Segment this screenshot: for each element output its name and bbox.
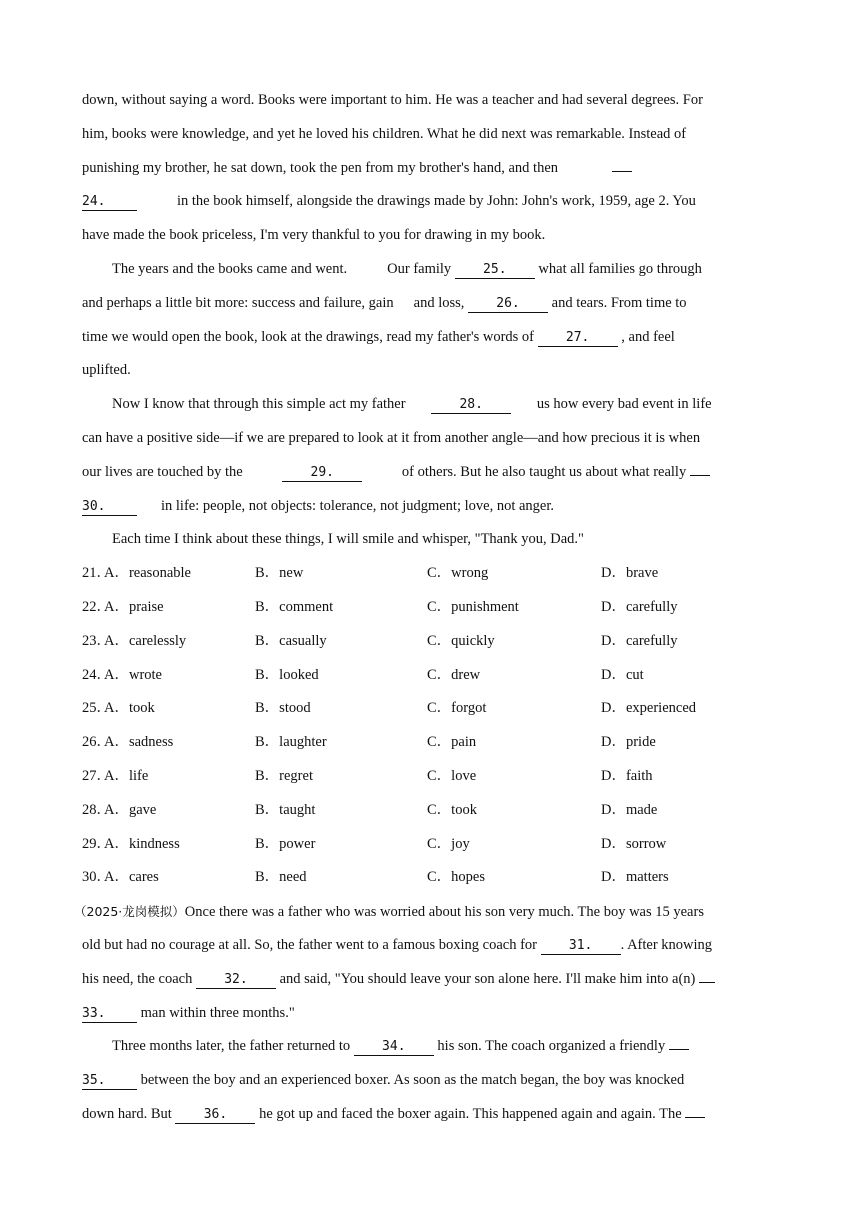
option-row-25	[82, 692, 782, 726]
text: what all families go through	[538, 260, 702, 277]
option-row-29	[82, 828, 782, 862]
question-number: 30．	[82, 869, 111, 886]
text-line	[82, 388, 782, 422]
text: his son. The coach organized a friendly	[437, 1038, 666, 1055]
blank-31[interactable]: 31.	[541, 938, 621, 955]
question-number: 25．	[82, 700, 111, 717]
question-number: 22．	[82, 598, 111, 615]
question-number: 23．	[82, 632, 111, 649]
text: have made the book priceless, I'm very thankful to you for drawing in my book.	[82, 227, 546, 244]
option-d[interactable]: D．matters	[601, 869, 669, 886]
option-row-30	[82, 861, 782, 895]
blank-35[interactable]: 35.	[82, 1073, 137, 1090]
text-line	[82, 219, 782, 253]
blank-stub	[685, 1101, 705, 1118]
text-line	[82, 84, 782, 118]
option-c[interactable]: C．drew	[427, 666, 481, 683]
text-line	[82, 1064, 782, 1098]
text-line	[82, 321, 782, 355]
option-a[interactable]: A．carelessly	[104, 632, 187, 649]
option-d[interactable]: D．made	[601, 801, 658, 818]
text-line	[82, 118, 782, 152]
text: him, books were knowledge, and yet he loved his children. What he did next was remarkable. Instead of	[82, 125, 687, 142]
text-line	[82, 490, 782, 524]
option-row-21	[82, 557, 782, 591]
option-c[interactable]: C．punishment	[427, 598, 519, 615]
option-a[interactable]: A．cares	[104, 869, 159, 886]
text: Three months later, the father returned to	[112, 1038, 351, 1055]
source-tag: （2025·龙岗模拟）	[74, 904, 185, 920]
option-c[interactable]: C．love	[427, 767, 477, 784]
text-line	[82, 523, 782, 557]
text: in the book himself, alongside the drawings made by John: John's work, 1959, age 2. You	[177, 193, 696, 210]
option-b[interactable]: B．need	[255, 869, 307, 886]
option-d[interactable]: D．brave	[601, 565, 659, 582]
text: can have a positive side—if we are prepared to look at it from another angle—and how precious it is when	[82, 429, 701, 446]
option-b[interactable]: B．stood	[255, 700, 311, 717]
option-c[interactable]: C．forgot	[427, 700, 487, 717]
question-number: 21．	[82, 565, 111, 582]
text: down, without saying a word. Books were important to him. He was a teacher and had several degrees. For	[82, 92, 703, 108]
blank-24[interactable]: 24.	[82, 194, 137, 211]
option-b[interactable]: B．power	[255, 835, 316, 852]
option-d[interactable]: D．sorrow	[601, 835, 667, 852]
text: his need, the coach	[82, 970, 193, 987]
text: and perhaps a little bit more: success and failure, gain	[82, 294, 394, 311]
text-line	[74, 895, 782, 929]
option-d[interactable]: D．pride	[601, 734, 656, 751]
blank-28[interactable]: 28.	[431, 397, 511, 414]
option-d[interactable]: D．experienced	[601, 700, 697, 717]
blank-36[interactable]: 36.	[175, 1107, 255, 1124]
option-d[interactable]: D．faith	[601, 767, 653, 784]
option-d[interactable]: D．carefully	[601, 632, 678, 649]
text: . After knowing	[620, 936, 713, 953]
option-c[interactable]: C．joy	[427, 835, 470, 852]
option-a[interactable]: A．reasonable	[104, 565, 191, 582]
blank-stub	[699, 966, 715, 983]
option-b[interactable]: B．laughter	[255, 734, 327, 751]
option-c[interactable]: C．wrong	[427, 565, 489, 582]
blank-33[interactable]: 33.	[82, 1006, 137, 1023]
option-b[interactable]: B．regret	[255, 767, 313, 784]
option-b[interactable]: B．comment	[255, 598, 334, 615]
text: he got up and faced the boxer again. This happened again and again. The	[259, 1105, 682, 1122]
blank-25[interactable]: 25.	[455, 262, 535, 279]
text: in life: people, not objects: tolerance, not judgment; love, not anger.	[161, 497, 555, 514]
options-list	[82, 557, 782, 895]
blank-30[interactable]: 30.	[82, 499, 137, 516]
question-number: 24．	[82, 666, 111, 683]
option-row-28	[82, 794, 782, 828]
text-line	[82, 1098, 782, 1132]
text: Now I know that through this simple act my father	[112, 396, 406, 413]
option-a[interactable]: A．life	[104, 767, 149, 784]
option-row-24	[82, 659, 782, 693]
text-line	[82, 929, 782, 963]
text-line	[82, 456, 782, 490]
blank-27[interactable]: 27.	[538, 330, 618, 347]
question-number: 26．	[82, 734, 111, 751]
option-c[interactable]: C．quickly	[427, 632, 495, 649]
option-a[interactable]: A．kindness	[104, 835, 180, 852]
blank-34[interactable]: 34.	[354, 1039, 434, 1056]
question-number: 27．	[82, 767, 111, 784]
option-row-27	[82, 760, 782, 794]
text-line	[82, 1030, 782, 1064]
text: our lives are touched by the	[82, 463, 243, 480]
text: man within three months."	[140, 1004, 295, 1021]
text: of others. But he also taught us about what really	[401, 463, 687, 480]
text-line	[82, 997, 782, 1031]
text-line	[82, 422, 782, 456]
option-a[interactable]: A．praise	[104, 598, 164, 615]
option-a[interactable]: A．took	[104, 700, 155, 717]
option-c[interactable]: C．took	[427, 801, 477, 818]
text: , and feel	[621, 328, 675, 345]
blank-stub	[690, 459, 710, 476]
option-a[interactable]: A．gave	[104, 801, 157, 818]
text: Our family	[387, 260, 452, 277]
text: down hard. But	[82, 1105, 172, 1122]
blank-32[interactable]: 32.	[196, 972, 276, 989]
text: Each time I think about these things, I will smile and whisper, "Thank you, Dad."	[112, 531, 584, 548]
option-b[interactable]: B．taught	[255, 801, 316, 818]
text: time we would open the book, look at the drawings, read my father's words of	[82, 328, 535, 345]
text-line	[82, 354, 782, 388]
blank-29[interactable]: 29.	[282, 465, 362, 482]
text-line	[82, 253, 782, 287]
text-line	[82, 963, 782, 997]
option-c[interactable]: C．pain	[427, 734, 477, 751]
text: us how every bad event in life	[536, 396, 712, 413]
document-page	[74, 84, 782, 1132]
option-b[interactable]: B．casually	[255, 632, 327, 649]
blank-stub	[612, 155, 632, 172]
option-row-22	[82, 591, 782, 625]
text-line	[82, 185, 782, 219]
option-a[interactable]: A．wrote	[104, 666, 162, 683]
option-d[interactable]: D．cut	[601, 666, 644, 683]
blank-stub	[669, 1033, 689, 1050]
text-line	[82, 287, 782, 321]
option-b[interactable]: B．looked	[255, 666, 319, 683]
option-c[interactable]: C．hopes	[427, 869, 485, 886]
text: and tears. From time to	[551, 294, 687, 311]
option-d[interactable]: D．carefully	[601, 598, 678, 615]
question-number: 29．	[82, 835, 111, 852]
option-a[interactable]: A．sadness	[104, 734, 174, 751]
text: and said, "You should leave your son alone here. I'll make him into a(n)	[279, 970, 696, 987]
option-b[interactable]: B．new	[255, 565, 304, 582]
text: and loss,	[413, 294, 465, 311]
text: punishing my brother, he sat down, took the pen from my brother's hand, and then	[82, 159, 559, 176]
question-number: 28．	[82, 801, 111, 818]
option-row-23	[82, 625, 782, 659]
text: Once there was a father who was worried about his son very much. The boy was 15 years	[184, 904, 704, 921]
text: The years and the books came and went.	[112, 260, 348, 277]
text: old but had no courage at all. So, the father went to a famous boxing coach for	[82, 936, 538, 953]
text: uplifted.	[82, 362, 131, 379]
blank-26[interactable]: 26.	[468, 296, 548, 313]
text: between the boy and an experienced boxer. As soon as the match began, the boy was knocked	[140, 1072, 685, 1089]
text-line	[82, 152, 782, 186]
option-row-26	[82, 726, 782, 760]
